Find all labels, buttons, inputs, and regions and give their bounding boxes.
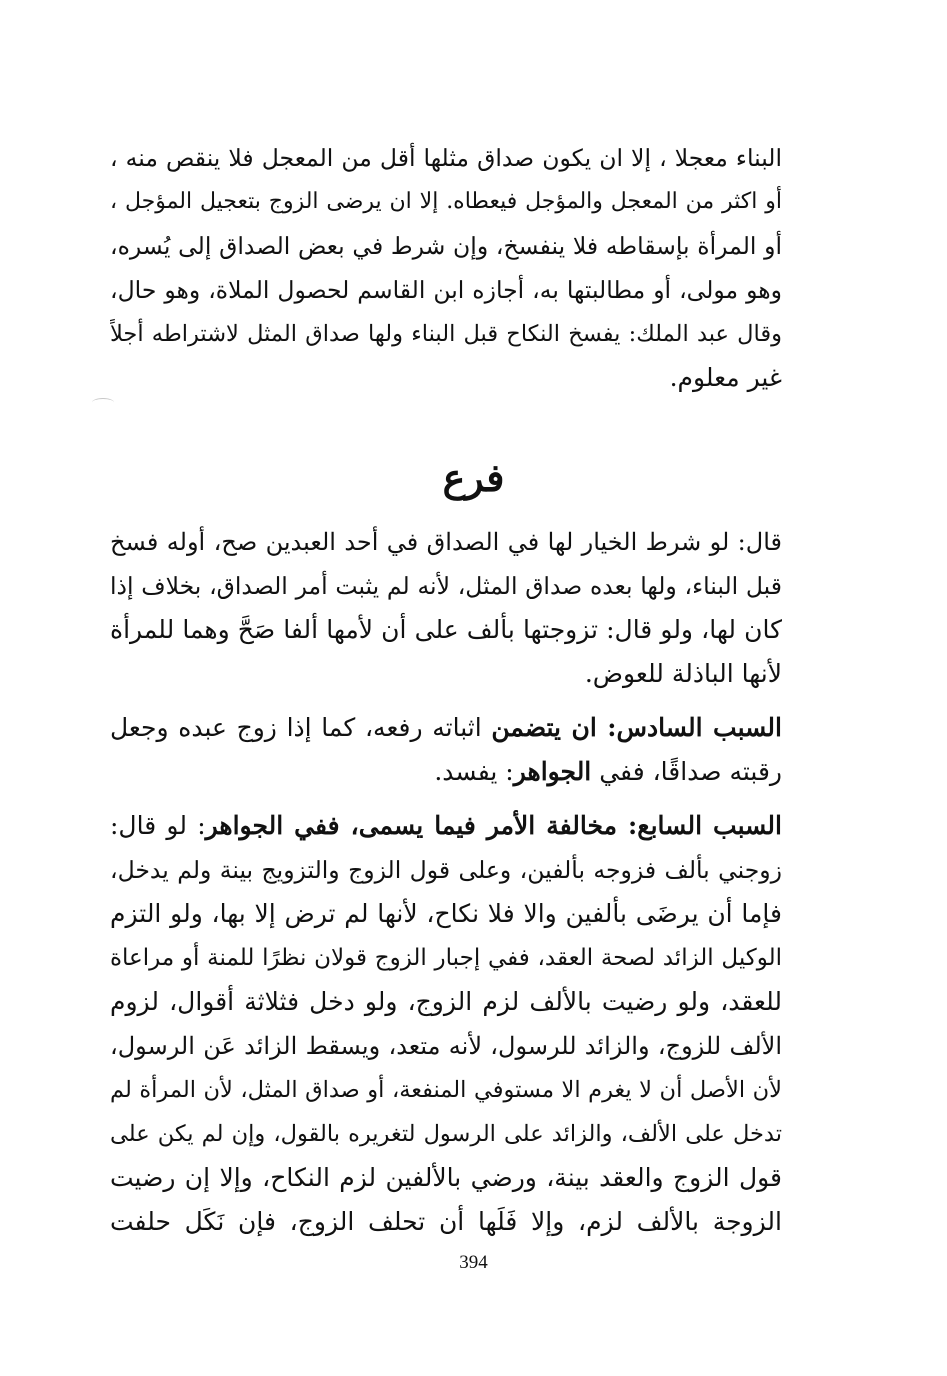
reason-seven-lead: السبب السابع: مخالفة الأمر فيما يسمى، ففي الجواهر bbox=[205, 811, 782, 840]
text-line: فإما أن يرضَى بألفين والا فلا نكاح، لأنها لم ترض إلا بها، ولو التزم bbox=[110, 899, 782, 928]
text-run: : لو قال: bbox=[110, 811, 206, 840]
text-line: الألف للزوج، والزائد للرسول، لأنه متعد، ويسقط الزائد عَن الرسول، bbox=[110, 1032, 782, 1060]
text-line: الوكيل الزائد لصحة العقد، ففي إجبار الزوج قولان نظرًا للمنة أو مراعاة bbox=[110, 945, 782, 971]
text-line: زوجني بألف فزوجه بألفين، وعلى قول الزوج والتزويج بينة ولم يدخل، bbox=[110, 856, 782, 884]
text-line: لأنها الباذلة للعوض. bbox=[584, 659, 782, 688]
text-line: للعقد، ولو رضيت بالألف لزم الزوج، ولو دخل فثلاثة أقوال، لزوم bbox=[110, 987, 782, 1016]
text-line: قال: لو شرط الخيار لها في الصداق في أحد العبدين صح، أوله فسخ bbox=[110, 528, 782, 556]
source-name: الجواهر bbox=[513, 757, 592, 786]
text-line: البناء معجلا ، إلا ان يكون صداق مثلها أقل من المعجل فلا ينقص منه ، bbox=[110, 144, 782, 172]
paragraph-4 bbox=[110, 804, 782, 1244]
text-line bbox=[110, 706, 782, 750]
text-line: وهو مولى، أو مطالبتها به، أجازه ابن القاسم لحصول الملاة، وهو حال، bbox=[110, 276, 782, 304]
text-line: لأن الأصل أن لا يغرم الا مستوفي المنفعة، أو صداق المثل، لأن المرأة لم bbox=[110, 1077, 782, 1103]
text-run: اثباته رفعه، كما إذا زوج عبده وجعل bbox=[110, 713, 492, 742]
text-line: قول الزوج والعقد بينة، ورضي بالألفين لزم النكاح، وإلا إن رضيت bbox=[110, 1163, 782, 1192]
text-run: رقبته صداقًا، ففي bbox=[591, 757, 782, 786]
page-number: 394 bbox=[459, 1252, 488, 1273]
text-run: : يفسد. bbox=[434, 757, 514, 786]
text-line: أو اكثر من المعجل والمؤجل فيعطاه. إلا ان يرضى الزوج بتعجيل المؤجل ، bbox=[110, 189, 782, 214]
text-line: تدخل على الألف، والزائد على الرسول لتغريره بالقول، وإن لم يكن على bbox=[110, 1121, 782, 1147]
text-line: غير معلوم. bbox=[669, 363, 782, 392]
paragraph-3 bbox=[110, 706, 782, 794]
text-line: قبل البناء، ولها بعده صداق المثل، لأنه لم يثبت أمر الصداق، بخلاف إذا bbox=[110, 572, 782, 600]
paragraph-2 bbox=[110, 520, 782, 696]
text-line: وقال عبد الملك: يفسخ النكاح قبل البناء ولها صداق المثل لاشتراطه أجلاً bbox=[110, 321, 782, 347]
reason-six-lead: السبب السادس: ان يتضمن bbox=[491, 713, 782, 742]
text-line: الزوجة بالألف لزم، وإلا فَلَها أن تحلف الزوج، فإن نَكَل حلفت bbox=[110, 1207, 782, 1236]
text-line bbox=[110, 804, 782, 848]
paper-mark bbox=[92, 398, 114, 407]
text-line: أو المرأة بإسقاطه فلا ينفسخ، وإن شرط في بعض الصداق إلى يُسره، bbox=[110, 232, 782, 260]
text-line: كان لها، ولو قال: تزوجتها بألف على أن لأمها ألفا صَحَّ وهما للمرأة bbox=[110, 615, 782, 644]
paragraph-1 bbox=[110, 136, 782, 400]
text-line bbox=[110, 750, 782, 794]
section-heading: فرع bbox=[442, 455, 505, 500]
